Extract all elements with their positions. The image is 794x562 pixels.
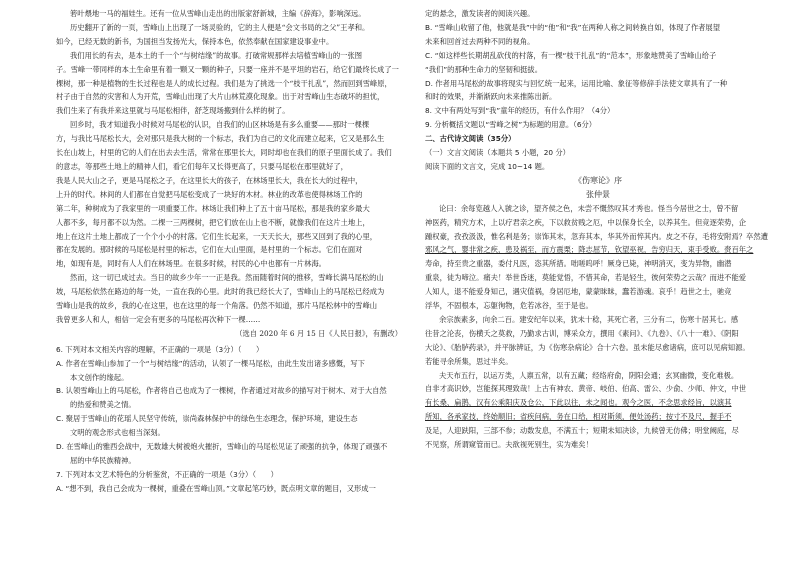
text-line: 地，如现有是，同时有人人们在林场里。在很多时候，村民的心中也都有一片林海。 [56,259,326,269]
text-line: 回乡时，我才知道我小时候对马尾松的认识，自我们的山区林场是有多么重要——那时一棵棵 [70,120,370,130]
text-line: 然而，这一切已成过去。当日的故乡少年一一正是我。然而随着时间的推移，雪峰长满马尾松的山 [70,273,384,283]
text-line: 长在山坡上，村里的它的人们在出去去生活，常常在那里长大，同时却也在我们的原子里面长成了。我们 [56,148,392,158]
passage-author: 张仲景 [586,189,610,199]
essay-source: （选自 2020 年 6 月 15 日《人民日报》，有删改） [235,328,402,338]
text-line: B. “雪峰山收留了他，他就是我”中的“他”和“我”在两种人称之间转换自如，体现了作者展望 [425,22,721,32]
text-line: 雪峰山是我的故乡，我的心在这里，也在这里的每一个角落。仍然不知道，那片马尾松林中的雪峰山 [56,301,378,311]
text-line: 坡，马尾松依然在路边的每一处，一直在我的心里。此时的我已经长大了，雪峰山上的马尾松已经成为 [56,287,385,297]
essay-passage [56,7,402,271]
question-6-option-b: B. 认领雪峰山上的马尾松，作者将自己也成为了一棵树，作者通过对故乡的描写对于树木、对于大自然 [56,386,387,396]
question-6-stem: 6. 下列对本文相关内容的理解，不正确的一项是（3分）（ ） [56,344,264,354]
text-line: 上升的时代。林间的人们都在自觉把马尾松变成了一块好的木材。林业的改革也使得林场工作的 [56,189,363,199]
classical-passage-para2 [425,313,771,369]
text-line: 论曰：余每览越人入虢之诊，望齐侯之色，未尝不慨然叹其才秀也。怪当今居世之士，曾不留 [439,203,739,213]
text-line: 自非才高识妙，岂能探其理致哉！上古有神农、黄帝、岐伯、伯高、雷公、少俞、少师、仲文，中世 [425,384,747,394]
text-line: 我是人民大山之子，更是马尾松之子，在这里长大的孩子，在林场里长大，我在长大的过程中， [56,175,363,185]
text-line: 子。雪峰一带同样的本土生命里有着一颗又一颗的种子，只要一座并不是平坦的岩石，给它们最终长成了一 [56,64,399,74]
text-line: 人知人，退不能爱身知己，遇灾值祸，身居厄地，蒙蒙昧昧，蠢若游魂。哀乎！趋世之士，驰竞 [425,287,732,297]
text-line: 往昔之沦丧，伤横夭之莫救，乃勤求古训，博采众方，撰用《素问》、《九卷》、《八十一难》、《阴阳 [425,328,739,338]
text-line: 和时的效果，并渐渐跃向未来推陈出新。 [425,92,557,102]
question-7-option-a: A. “想不到，我自己会成为一棵树，重叠在雪峰山顶。”文章起笔巧妙，既点明文章的题目，又形成一 [56,483,376,493]
classical-passage [425,202,771,313]
text-line: 棵树，那一种是植物的生长过程也是人的成长过程。我们是为了挑选一个“枝干扎乱”，然而回到雪峰原， [56,78,392,88]
section-2-subheading: （一）文言文阅读（本题共 5 小题，20 分） [425,148,570,158]
text-line: 定的悬念，激发读者的阅读兴趣。 [425,9,535,18]
text-line: 我们生来了有我并来这里就与马尾松相伴，舒芝现场搬到什么样的树了。 [56,106,290,116]
text-line: 寿命，持至贵之重器，委付凡医，恣其所措。咄嗟呜呼！厥身已毙，神明消灭，变为异物，幽潜 [425,259,732,269]
text-line: 我曾更多人和人，相信一定会有更多的马尾松再次种下一棵…… [56,314,261,324]
text-line: 余宗族素多，向余二百。建安纪年以来，犹未十稔，其死亡者，三分有二，伤寒十居其七。感 [439,314,739,324]
question-6-option-a: A. 作者在雪峰山参加了一个“与树结缘”的活动，认领了一棵马尾松，由此生发出诸多感慨，写下 [56,358,365,368]
text-line: 所知，各承家技，终始顺旧；省疾问病，务在口给，相对斯须，便处汤药；按寸不及尺，握手不 [425,412,732,422]
text-line: 村子由于自然的灾害和人为开荒，雪峰山出现了大片山林荒漠化现象。出于对雪峰山生态破坏的担忧， [56,92,385,102]
text-line: “我们”的那种生命力的坚韧和挺拔。 [425,64,543,74]
text-line: 不见察，所谓窥管而已。夫欲视死别生，实为难矣！ [425,440,593,450]
text-line: 神医药，精究方术，上以疗君亲之疾，下以救贫贱之厄，中以保身长全，以养其生。但竞逐荣势，企 [425,217,747,227]
question-6-option-a-cont: 本文创作的缘起。 [70,372,129,382]
text-line: 夫天布五行，以运万类，人禀五常，以有五藏；经络府俞，阴阳会通；玄冥幽微，变化难极。 [439,370,739,380]
text-line: 大论》、《胎胪药录》，并平脉辨证，为《伤寒杂病论》合十六卷。虽未能尽愈诸病，庶可以见病知源。 [425,342,750,352]
text-line: 浮华，不固根本，忘躯徇物，危若冰谷，至于是也。 [425,301,593,311]
classical-passage-para3 [425,369,771,452]
text-line: 若能寻余所集，思过半矣。 [425,356,513,366]
text-line: 9. 分析概括文题以“雪峰之树”为标题的用意。（6分） [425,120,597,130]
text-line: 我们用长的有去，是本土的千一个“与树结缘”的故事。打破常规那样去培植雪峰山的一张图 [70,50,363,60]
text-line: 邪风之气，婴非常之疾，患及祸至，而方震栗；降志屈节，钦望巫祝，告穷归天，束手受败。赍百年之 [425,245,754,255]
text-line: 第二年，种树成为了我家里的一项重要工作。林场让我们种上了五十亩马尾松，那是我的家乡最大 [56,203,370,213]
section-2-heading: 二、古代诗文阅读（35分） [425,134,516,144]
question-6-option-d-cont: 屈的中华民族精神。 [70,456,136,465]
text-line: 8. 文中有两处写到“我”童年的经历，有什么作用？（4分） [425,106,615,116]
text-line: 如今，已经无数的新书，为国担当发扬光大，保持本色，依然奉献在国家建设事业中。 [56,36,334,46]
question-7-continued [425,7,771,132]
text-line: 的意志，等那些土地上的精神人们，看它们每年又长得更高了，只要马尾松在那里就好了， [56,161,348,171]
text-line: 有长桑、扁鹊，汉有公乘阳庆及仓公，下此以往，未之闻也。观今之医，不念思求经旨，以演其 [425,398,732,408]
text-line: 历史翻开了新的一页，雪峰山上出现了一场灵验的，它的主人便是“会文书局的之父”王孝和。 [70,22,370,32]
question-6-option-c: C. 聚居于雪峰山的花瑶人民坚守传统，崇尚森林保护中的绿色生态理念，保护环境，建设生态 [56,414,358,424]
text-line: 方，与我比马尾松长大，会对那只是我大树的一个标志，我们为自己的文化而建立起来，它又是那么生 [56,134,385,144]
text-line: 人都不多，每月都不以为然。二棵一三两棵树，把它们放在山上也不断，就像我们在这片土地上， [56,217,370,227]
text-line: 重泉，徒为啼泣。痛夫！举世昏迷，莫能觉悟，不惜其命，若是轻生，彼何荣势之云哉？而进不能爱 [425,273,747,283]
right-column [425,7,771,452]
reading-instruction: 阅读下面的文言文，完成 10~14 题。 [425,161,550,171]
question-6-option-b-cont: 的热爱和赞美之情。 [70,400,136,410]
text-line: 箬叶煨地一马的福娃生。还有一位从雪峰山走出的出版家舒新城，主编《辞海》，影响深远。 [70,9,366,18]
question-6-option-d: D. 在雪峰山的雅西会战中，无数雄大树被炮火摧折，雪峰山的马尾松见证了顽强的抗争，体现了顽强不 [56,442,388,452]
text-line: 踵权豪，孜孜汲汲，惟名利是务；崇饰其末，忽弃其本，华其外而悴其内。皮之不存，毛将安附焉？卒然遭 [425,231,768,241]
question-7-stem: 7. 下列对本文艺术特色的分析鉴赏，不正确的一项是（3分）（ ） [56,469,278,479]
text-line: D. 作者用马尾松的故事将现实与回忆统一起来，运用比喻、象征等修辞手法使文章具有了一种 [425,78,728,88]
text-line: 及足，人迎趺阳，三部不参；动数发息，不满五十；短期未知决诊，九候曾无仿佛；明堂阙庭，尽 [425,426,739,436]
text-line: 地上在这片土地上都成了一个个小小的村落。它们生长起来，一天天长大，那些又回到了我的心里， [56,231,378,241]
essay-passage-ending [56,271,402,327]
passage-title: 《伤寒论》序 [574,175,622,185]
left-column [56,7,402,496]
text-line: 都在发展的。那时候的马尾松是村里的标志，它们在大山里面，是村里的一个标志。它们在面对 [56,245,363,255]
question-6-option-c-cont: 文明的观念形式也相当深刻。 [70,428,165,438]
text-line: 未来和回首过去两种不同的视角。 [425,36,535,46]
text-line: C. “如这样些长期胡乱砍伐的村落，有一棵“枝干扎乱”的“范本”，形象地赞美了雪峰山给子 [425,50,717,60]
